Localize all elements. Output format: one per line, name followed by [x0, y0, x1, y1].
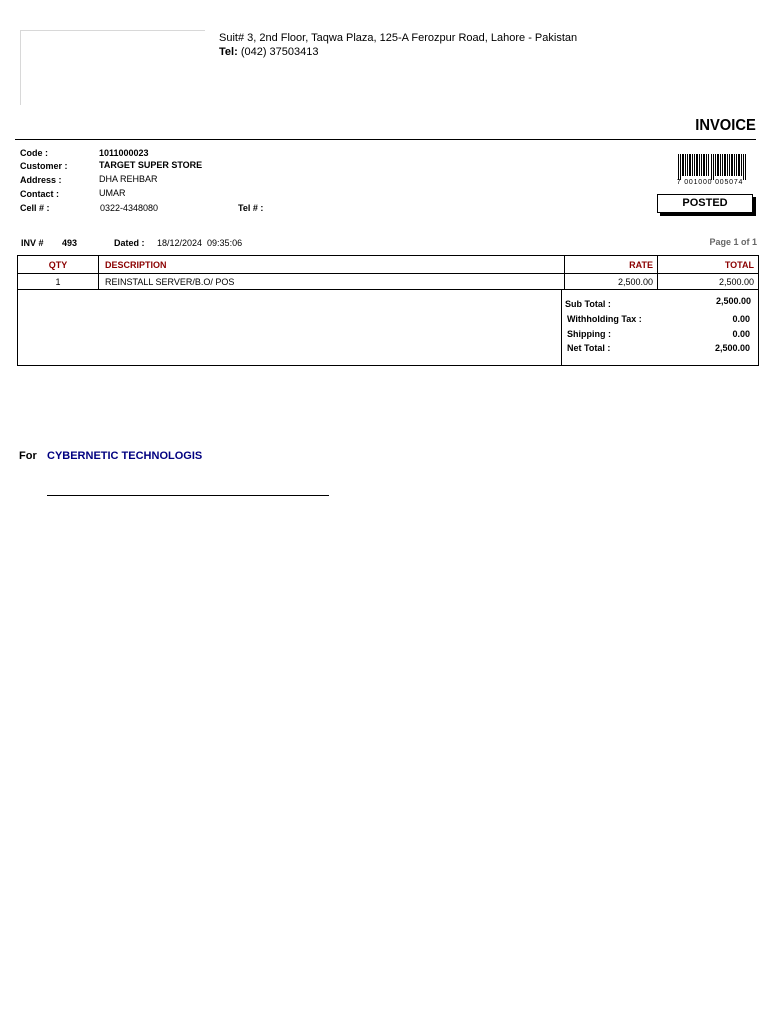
- contact-value: UMAR: [99, 188, 126, 198]
- qty-header: QTY: [18, 256, 99, 274]
- barcode-number: 7 001000 005074: [676, 179, 744, 186]
- document-title: INVOICE: [695, 117, 756, 134]
- withholding-label: Withholding Tax :: [567, 314, 642, 324]
- inv-label: INV #: [21, 238, 44, 248]
- code-value: 1011000023: [99, 148, 149, 158]
- for-company-name: CYBERNETIC TECHNOLOGIS: [47, 450, 203, 462]
- inv-value: 493: [62, 238, 78, 248]
- company-logo-area: [20, 30, 205, 105]
- company-tel-label: Tel:: [219, 46, 238, 58]
- customer-value: TARGET SUPER STORE: [99, 160, 203, 170]
- table-row: [18, 274, 759, 290]
- row-description: REINSTALL SERVER/B.O/ POS: [99, 274, 565, 290]
- for-label: For: [19, 450, 37, 462]
- total-header: TOTAL: [658, 256, 759, 274]
- header-divider: [15, 139, 756, 140]
- row-qty: 1: [18, 274, 99, 290]
- totals-divider: [561, 289, 562, 366]
- address-label: Address :: [20, 175, 62, 185]
- shipping-label: Shipping :: [567, 329, 611, 339]
- company-address: Suit# 3, 2nd Floor, Taqwa Plaza, 125-A Ferozpur Road, Lahore - Pakistan: [219, 32, 578, 44]
- dated-label: Dated :: [114, 238, 145, 248]
- code-label: Code :: [20, 148, 48, 158]
- page-number: Page 1 of 1: [709, 237, 757, 247]
- table-header-row: [18, 256, 759, 274]
- status-badge: POSTED: [657, 194, 753, 213]
- company-address-block: [219, 31, 577, 59]
- customer-label: Customer :: [20, 161, 68, 171]
- row-rate: 2,500.00: [565, 274, 658, 290]
- sub-total-label: Sub Total :: [565, 299, 611, 309]
- dated-value: 18/12/2024 09:35:06: [157, 238, 243, 248]
- withholding-value: 0.00: [732, 314, 750, 324]
- signature-line: [47, 495, 329, 496]
- description-header: DESCRIPTION: [99, 256, 565, 274]
- cell-value: 0322-4348080: [100, 203, 159, 213]
- row-total: 2,500.00: [658, 274, 759, 290]
- net-total-label: Net Total :: [567, 343, 611, 353]
- contact-label: Contact :: [20, 189, 59, 199]
- shipping-value: 0.00: [732, 329, 750, 339]
- company-tel: [219, 45, 577, 59]
- tel-label: Tel # :: [238, 203, 264, 213]
- net-total-value: 2,500.00: [714, 343, 750, 353]
- cell-label: Cell # :: [20, 203, 50, 213]
- address-value: DHA REHBAR: [99, 174, 158, 184]
- totals-box: [17, 289, 759, 366]
- company-tel-value: (042) 37503413: [240, 46, 319, 58]
- items-table: [17, 255, 759, 290]
- barcode-image: [678, 154, 746, 180]
- rate-header: RATE: [565, 256, 658, 274]
- sub-total-value: 2,500.00: [715, 296, 751, 306]
